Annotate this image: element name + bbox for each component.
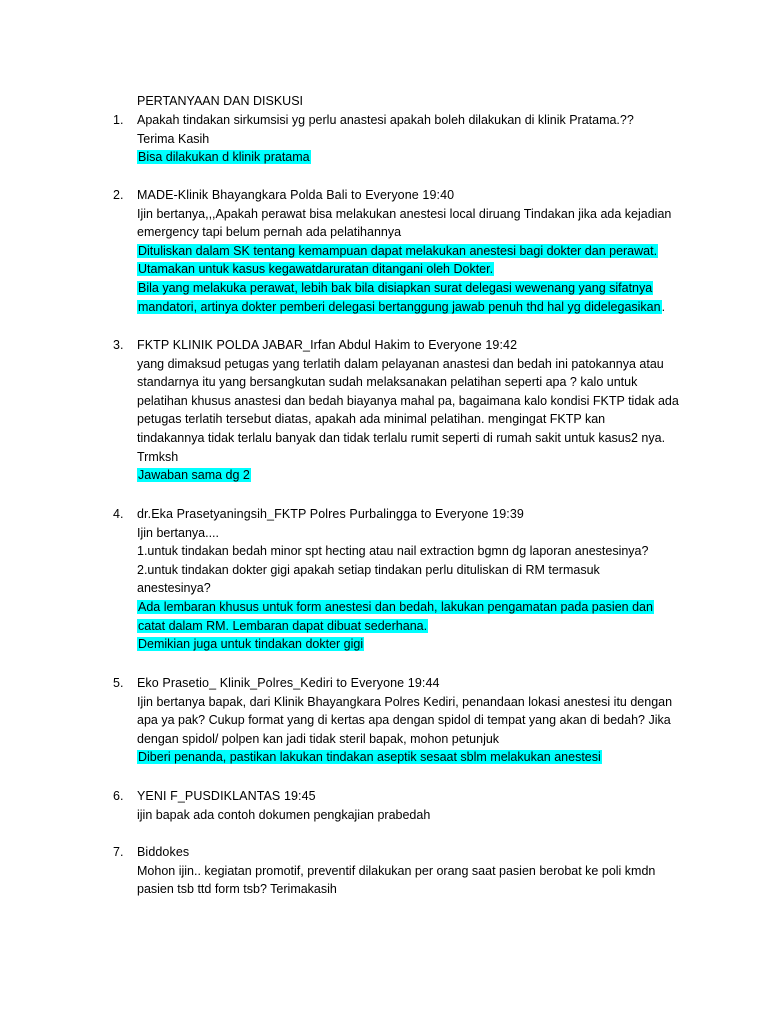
item-body — [137, 186, 673, 316]
answer-line — [137, 635, 673, 654]
list-item-4 — [113, 505, 673, 654]
item-number: 7. — [113, 845, 124, 859]
answer-highlight: catat dalam RM. Lembaran dapat dibuat sederhana. — [138, 618, 428, 633]
answer-highlight: Ada lembaran khusus untuk form anestesi dan bedah, lakukan pengamatan pada pasien dan — [138, 599, 653, 614]
item-number: 2. — [113, 188, 124, 202]
list-item-1 — [113, 111, 673, 167]
sender-line: dr.Eka Prasetyaningsih_FKTP Polres Purbalingga to Everyone 19:39 — [137, 507, 524, 521]
answer-line — [137, 598, 673, 617]
answer-line — [137, 279, 673, 298]
answer-line — [137, 260, 673, 279]
item-number: 3. — [113, 338, 124, 352]
answer-highlight: mandatori, artinya dokter pemberi delegasi bertanggung jawab penuh thd hal yg didelegasikan — [138, 299, 661, 314]
answer-suffix: . — [661, 299, 666, 314]
question-line: standarnya itu yang bersangkutan sudah melaksanakan pelatihan seperti apa ? kalo untuk — [137, 375, 638, 390]
question-line: apa ya pak? Cukup format yang di kertas apa dengan spidol di tempat yang akan di bedah? Jika — [137, 713, 671, 728]
answer-highlight: Jawaban sama dg 2 — [138, 468, 250, 483]
sender-line: Eko Prasetio_ Klinik_Polres_Kediri to Everyone 19:44 — [137, 676, 440, 690]
question-line: yang dimaksud petugas yang terlatih dalam pelayanan anastesi dan bedah ini patokannya atau — [137, 356, 664, 371]
item-body — [137, 505, 673, 654]
list-item-6 — [113, 787, 673, 824]
question-line: Ijin bertanya,,,Apakah perawat bisa melakukan anestesi local diruang Tindakan jika ada kejadian — [137, 206, 672, 221]
item-body — [137, 674, 673, 767]
item-number: 1. — [113, 113, 124, 127]
list-item-7 — [113, 843, 673, 899]
item-body — [137, 111, 673, 167]
item-number: 5. — [113, 676, 124, 690]
question-line: 2.untuk tindakan dokter gigi apakah setiap tindakan perlu dituliskan di RM termasuk — [137, 562, 600, 577]
answer-highlight: Dituliskan dalam SK tentang kemampuan dapat melakukan anestesi bagi dokter dan perawat. — [138, 243, 658, 258]
list-item-2 — [113, 186, 673, 316]
question-line: Terima Kasih — [137, 131, 210, 146]
answer-highlight: Bila yang melakuka perawat, lebih bak bila disiapkan surat delegasi wewenang yang sifatnya — [138, 280, 653, 295]
answer-line — [137, 748, 673, 767]
question-line: petugas terlatih tersebut diatas, apakah ada minimal pelatihan. mengingat FKTP kan — [137, 412, 606, 427]
list-item-3 — [113, 336, 679, 485]
answer-line — [137, 148, 673, 167]
question-line: Apakah tindakan sirkumsisi yg perlu anastesi apakah boleh dilakukan di klinik Pratama.?? — [137, 113, 634, 127]
item-number: 6. — [113, 789, 124, 803]
sender-line: YENI F_PUSDIKLANTAS 19:45 — [137, 789, 316, 803]
question-line: pasien tsb ttd form tsb? Terimakasih — [137, 882, 337, 897]
answer-line — [137, 466, 673, 485]
question-line: emergency tapi belum pernah ada pelatihannya — [137, 225, 402, 240]
question-line: 1.untuk tindakan bedah minor spt hecting atau nail extraction bgmn dg laporan anestesinya? — [137, 544, 649, 559]
sender-line: Biddokes — [137, 845, 190, 859]
answer-highlight: Diberi penanda, pastikan lakukan tindakan aseptik sesaat sblm melakukan anestesi — [138, 750, 601, 765]
question-line: Trmksh — [137, 449, 179, 464]
item-body — [137, 787, 673, 824]
question-line: tindakannya tidak terlalu banyak dan tidak terlalu rumit seperti di rumah sakit untuk kasus2 nya. — [137, 430, 666, 445]
document-title: PERTANYAAN DAN DISKUSI — [137, 94, 304, 108]
sender-line: FKTP KLINIK POLDA JABAR_Irfan Abdul Hakim to Everyone 19:42 — [137, 338, 518, 352]
question-line: anestesinya? — [137, 581, 211, 596]
question-line: pelatihan khusus anastesi dan bedah biayanya mahal pa, bagaimana kalo kondisi FKTP tidak ada — [137, 393, 679, 408]
answer-highlight: Demikian juga untuk tindakan dokter gigi — [138, 637, 364, 652]
sender-line: MADE-Klinik Bhayangkara Polda Bali to Everyone 19:40 — [137, 188, 455, 202]
list-item-5 — [113, 674, 673, 767]
answer-highlight: Utamakan untuk kasus kegawatdaruratan ditangani oleh Dokter. — [138, 262, 494, 277]
question-line: dengan spidol/ polpen kan jadi tidak steril bapak, mohon petunjuk — [137, 731, 500, 746]
question-line: Ijin bertanya bapak, dari Klinik Bhayangkara Polres Kediri, penandaan lokasi anestesi itu dengan — [137, 694, 673, 709]
question-line: Ijin bertanya.... — [137, 525, 219, 540]
item-body — [137, 336, 679, 485]
question-line: ijin bapak ada contoh dokumen pengkajian prabedah — [137, 807, 431, 822]
answer-line — [137, 617, 673, 636]
answer-highlight: Bisa dilakukan d klinik pratama — [138, 150, 310, 165]
item-number: 4. — [113, 507, 124, 521]
question-line: Mohon ijin.. kegiatan promotif, preventif dilakukan per orang saat pasien berobat ke poli kmdn — [137, 863, 656, 878]
answer-line — [137, 298, 673, 317]
answer-line — [137, 242, 673, 261]
item-body — [137, 843, 673, 899]
